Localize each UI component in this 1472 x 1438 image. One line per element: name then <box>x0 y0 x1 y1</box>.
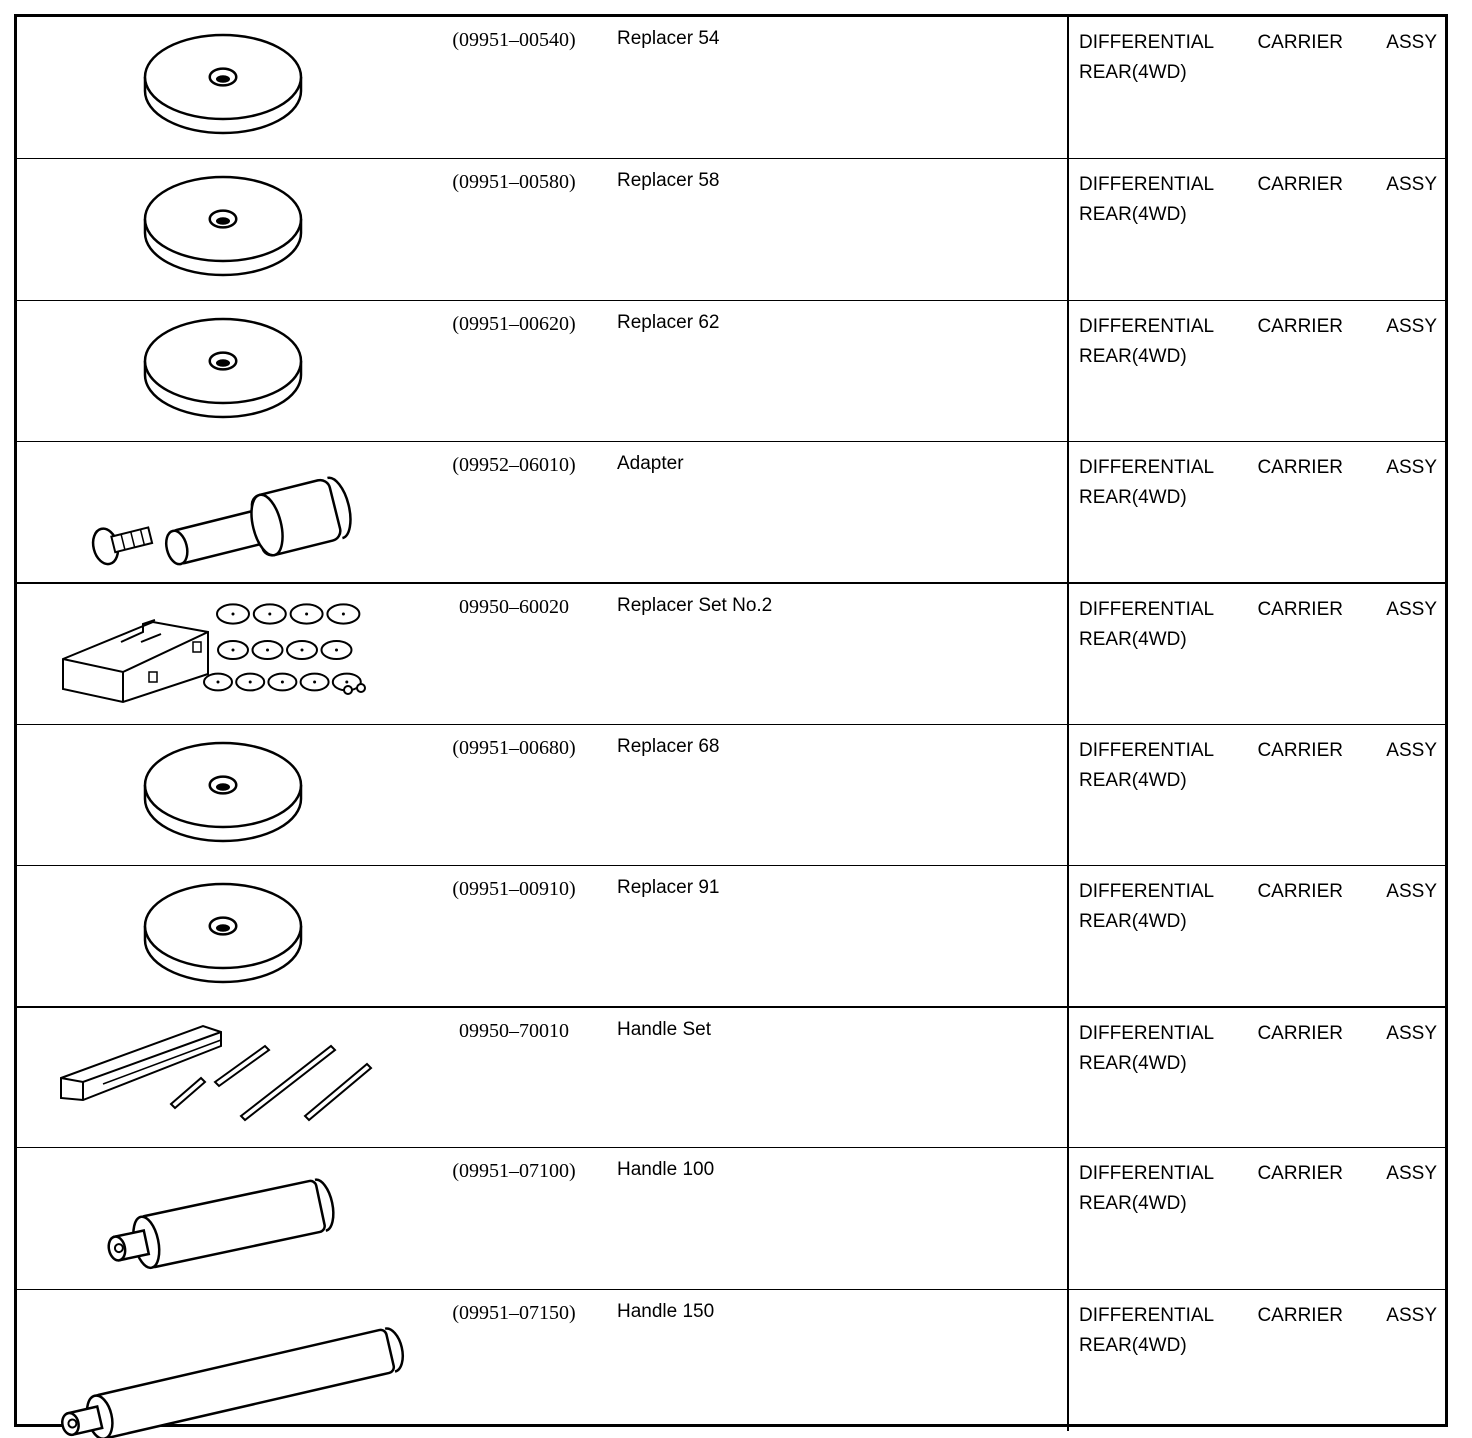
tool-name: Handle 150 <box>617 1301 715 1322</box>
table-row <box>17 582 1445 725</box>
table-row <box>17 158 1445 300</box>
usage-line-1 <box>1079 736 1437 766</box>
usage-cell <box>1079 1301 1437 1361</box>
usage-word-3: ASSY <box>1386 599 1437 620</box>
part-number: 09950–60020 <box>459 596 569 618</box>
table-row <box>17 724 1445 866</box>
usage-word-1: DIFFERENTIAL <box>1079 599 1215 620</box>
tool-name: Replacer 54 <box>617 28 720 49</box>
column-divider <box>1067 442 1069 583</box>
handle-icon <box>43 1148 443 1289</box>
replacer-disc-icon <box>43 17 443 158</box>
usage-line-1 <box>1079 877 1437 907</box>
usage-word-2: CARRIER <box>1257 1305 1343 1326</box>
part-number: (09951–00620) <box>452 313 576 335</box>
part-number: (09951–00540) <box>452 29 576 51</box>
column-divider <box>1067 584 1069 725</box>
column-divider <box>1067 1008 1069 1149</box>
table-row <box>17 17 1445 158</box>
table-row <box>17 300 1445 442</box>
usage-word-2: CARRIER <box>1257 457 1343 478</box>
tool-name: Replacer 68 <box>617 736 720 757</box>
part-number: 09950–70010 <box>459 1020 569 1042</box>
usage-word-3: ASSY <box>1386 457 1437 478</box>
usage-word-3: ASSY <box>1386 174 1437 195</box>
usage-line-1 <box>1079 453 1437 483</box>
part-number: (09951–00580) <box>452 171 576 193</box>
usage-word-3: ASSY <box>1386 32 1437 53</box>
usage-line-2: REAR(4WD) <box>1079 629 1187 650</box>
usage-line-2: REAR(4WD) <box>1079 911 1187 932</box>
replacer-disc-icon <box>43 301 443 442</box>
usage-line-2: REAR(4WD) <box>1079 1193 1187 1214</box>
usage-line-2: REAR(4WD) <box>1079 770 1187 791</box>
replacer-set-icon <box>43 584 443 725</box>
usage-word-2: CARRIER <box>1257 1023 1343 1044</box>
replacer-disc-icon <box>43 725 443 866</box>
usage-word-3: ASSY <box>1386 1023 1437 1044</box>
usage-line-1 <box>1079 28 1437 58</box>
usage-cell <box>1079 595 1437 655</box>
column-divider <box>1067 725 1069 866</box>
tool-name: Replacer 62 <box>617 312 720 333</box>
usage-word-3: ASSY <box>1386 881 1437 902</box>
part-number: (09952–06010) <box>452 454 576 476</box>
usage-line-1 <box>1079 312 1437 342</box>
tool-name: Handle 100 <box>617 1159 715 1180</box>
replacer-disc-icon <box>43 159 443 300</box>
tool-name: Replacer 58 <box>617 170 720 191</box>
usage-word-1: DIFFERENTIAL <box>1079 174 1215 195</box>
column-divider <box>1067 866 1069 1007</box>
usage-word-2: CARRIER <box>1257 174 1343 195</box>
tool-name: Replacer Set No.2 <box>617 595 773 616</box>
usage-word-3: ASSY <box>1386 316 1437 337</box>
usage-cell <box>1079 1019 1437 1079</box>
table-row <box>17 1289 1445 1431</box>
tool-name: Adapter <box>617 453 684 474</box>
column-divider <box>1067 301 1069 442</box>
column-divider <box>1067 17 1069 158</box>
usage-cell <box>1079 1159 1437 1219</box>
usage-line-2: REAR(4WD) <box>1079 1053 1187 1074</box>
usage-line-1 <box>1079 1301 1437 1331</box>
usage-cell <box>1079 736 1437 796</box>
tool-name: Replacer 91 <box>617 877 720 898</box>
usage-cell <box>1079 877 1437 937</box>
usage-word-3: ASSY <box>1386 1163 1437 1184</box>
usage-line-1 <box>1079 1019 1437 1049</box>
usage-line-2: REAR(4WD) <box>1079 204 1187 225</box>
table-row <box>17 865 1445 1007</box>
column-divider <box>1067 1290 1069 1431</box>
usage-word-1: DIFFERENTIAL <box>1079 316 1215 337</box>
usage-line-1 <box>1079 170 1437 200</box>
tool-name: Handle Set <box>617 1019 712 1040</box>
usage-word-1: DIFFERENTIAL <box>1079 1305 1215 1326</box>
usage-word-1: DIFFERENTIAL <box>1079 1163 1215 1184</box>
part-number: (09951–07150) <box>452 1302 576 1324</box>
usage-word-2: CARRIER <box>1257 740 1343 761</box>
usage-line-2: REAR(4WD) <box>1079 346 1187 367</box>
column-divider <box>1067 159 1069 300</box>
usage-word-3: ASSY <box>1386 740 1437 761</box>
usage-line-2: REAR(4WD) <box>1079 62 1187 83</box>
usage-cell <box>1079 28 1437 88</box>
part-number: (09951–00910) <box>452 878 576 900</box>
part-number: (09951–00680) <box>452 737 576 759</box>
table-row <box>17 1147 1445 1289</box>
usage-word-3: ASSY <box>1386 1305 1437 1326</box>
usage-word-2: CARRIER <box>1257 881 1343 902</box>
usage-line-2: REAR(4WD) <box>1079 1335 1187 1356</box>
handle-set-icon <box>43 1008 443 1149</box>
usage-word-2: CARRIER <box>1257 316 1343 337</box>
usage-cell <box>1079 312 1437 372</box>
usage-word-2: CARRIER <box>1257 1163 1343 1184</box>
usage-word-1: DIFFERENTIAL <box>1079 1023 1215 1044</box>
table-row <box>17 1006 1445 1149</box>
usage-line-1 <box>1079 595 1437 625</box>
usage-cell <box>1079 453 1437 513</box>
usage-cell <box>1079 170 1437 230</box>
usage-word-1: DIFFERENTIAL <box>1079 740 1215 761</box>
column-divider <box>1067 1148 1069 1289</box>
usage-word-2: CARRIER <box>1257 599 1343 620</box>
part-number: (09951–07100) <box>452 1160 576 1182</box>
usage-word-1: DIFFERENTIAL <box>1079 32 1215 53</box>
usage-word-2: CARRIER <box>1257 32 1343 53</box>
usage-word-1: DIFFERENTIAL <box>1079 881 1215 902</box>
usage-line-1 <box>1079 1159 1437 1189</box>
usage-line-2: REAR(4WD) <box>1079 487 1187 508</box>
table-row <box>17 441 1445 583</box>
replacer-disc-icon <box>43 866 443 1007</box>
adapter-icon <box>43 442 443 583</box>
handle-long-icon <box>43 1290 443 1431</box>
usage-word-1: DIFFERENTIAL <box>1079 457 1215 478</box>
sst-table <box>14 14 1448 1427</box>
